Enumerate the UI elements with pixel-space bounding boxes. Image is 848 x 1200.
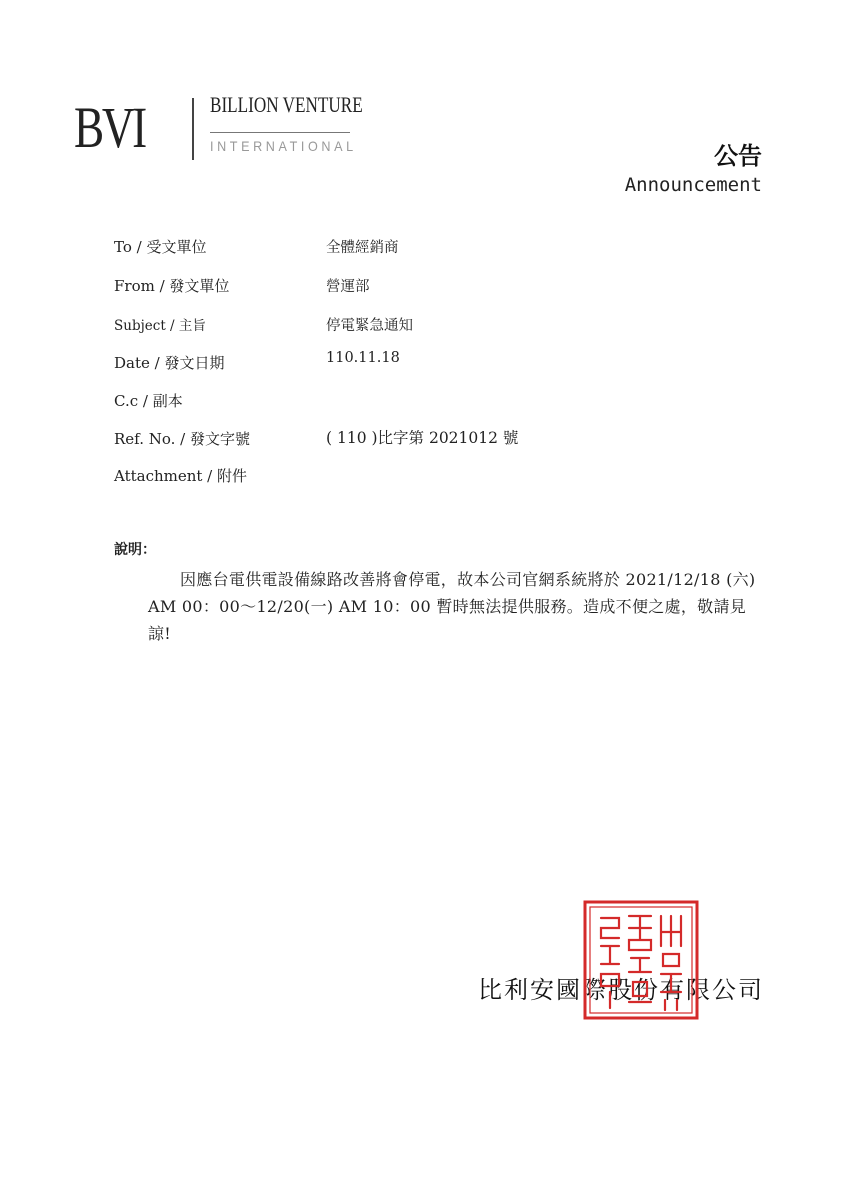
cc-label: C.c / 副本 [114, 392, 183, 410]
logo-name: BILLION VENTURE [210, 92, 363, 117]
description-heading: 說明： [114, 542, 156, 558]
logo-subtitle: INTERNATIONAL [210, 138, 357, 154]
from-value: 營運部 [326, 279, 370, 295]
subject-label: Subject / 主旨 [114, 318, 206, 334]
title-chinese: 公告 [714, 141, 762, 170]
company-logo [74, 92, 363, 164]
to-value: 全體經銷商 [326, 240, 399, 256]
date-label: Date / 發文日期 [114, 354, 225, 372]
logo-divider [192, 98, 194, 160]
ref-label: Ref. No. / 發文字號 [114, 430, 250, 448]
logo-mark: BVI [74, 95, 145, 160]
date-value: 110.11.18 [326, 350, 400, 366]
ref-value: ( 110 )比字第 2021012 號 [326, 429, 519, 447]
subject-value: 停電緊急通知 [326, 318, 413, 334]
logo-rule [210, 132, 350, 133]
from-label: From / 發文單位 [114, 277, 230, 295]
company-seal [581, 898, 701, 1022]
company-name: 比利安國際股份有限公司 [478, 976, 764, 1004]
description-body: 因應台電供電設備線路改善將會停電，故本公司官網系統將於 2021/12/18 (六) AM 00：00～12/20(一) AM 10：00 暫時無法提供服務。造成不便之處，敬請見諒! [148, 570, 756, 643]
attachment-label: Attachment / 附件 [114, 467, 248, 485]
title-english: Announcement [624, 174, 762, 196]
to-label: To / 受文單位 [114, 238, 207, 256]
